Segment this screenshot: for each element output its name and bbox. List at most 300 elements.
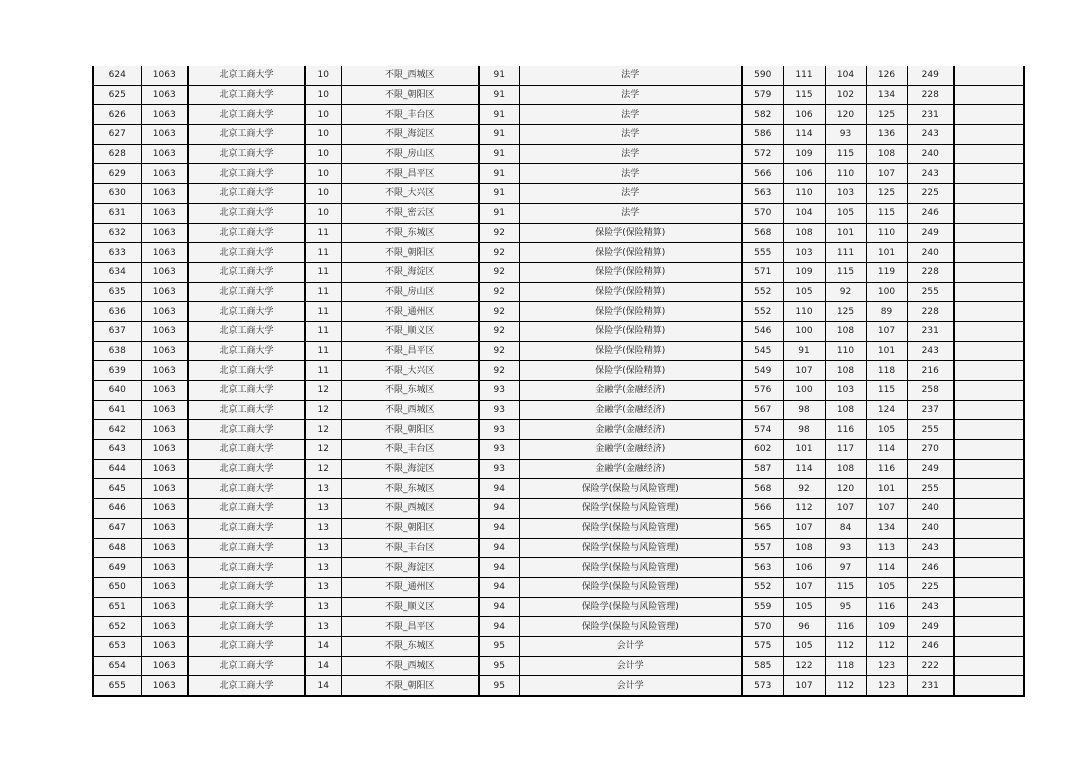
chinese-score-cell: 110: [783, 302, 825, 322]
group-code-cell: 12: [305, 440, 341, 460]
district-cell: 不限_朝阳区: [341, 85, 479, 105]
empty-cell: [954, 223, 1024, 243]
empty-cell: [954, 459, 1024, 479]
group-code-cell: 11: [305, 341, 341, 361]
school-code-cell: 1063: [141, 85, 188, 105]
table-row: [93, 499, 1024, 519]
major-code-cell: 92: [479, 262, 519, 282]
english-score-cell: 126: [866, 66, 907, 85]
chinese-score-cell: 98: [783, 400, 825, 420]
chinese-score-cell: 103: [783, 243, 825, 263]
table-row: [93, 125, 1024, 145]
school-name-cell: 北京工商大学: [188, 656, 305, 676]
school-name-cell: 北京工商大学: [188, 636, 305, 656]
table-row: [93, 302, 1024, 322]
row-index-cell: 642: [93, 420, 141, 440]
empty-cell: [954, 518, 1024, 538]
school-name-cell: 北京工商大学: [188, 262, 305, 282]
total-score-cell: 587: [742, 459, 783, 479]
major-code-cell: 91: [479, 184, 519, 204]
rank-cell: 249: [907, 66, 954, 85]
district-cell: 不限_大兴区: [341, 361, 479, 381]
major-name-cell: 法学: [519, 164, 742, 184]
table-row: [93, 518, 1024, 538]
chinese-score-cell: 108: [783, 223, 825, 243]
empty-cell: [954, 105, 1024, 125]
district-cell: 不限_昌平区: [341, 164, 479, 184]
district-cell: 不限_丰台区: [341, 440, 479, 460]
english-score-cell: 115: [866, 203, 907, 223]
school-code-cell: 1063: [141, 420, 188, 440]
group-code-cell: 11: [305, 282, 341, 302]
school-code-cell: 1063: [141, 479, 188, 499]
chinese-score-cell: 109: [783, 144, 825, 164]
total-score-cell: 571: [742, 262, 783, 282]
table-row: [93, 282, 1024, 302]
row-index-cell: 631: [93, 203, 141, 223]
math-score-cell: 112: [825, 676, 866, 696]
major-code-cell: 93: [479, 440, 519, 460]
school-code-cell: 1063: [141, 184, 188, 204]
rank-cell: 237: [907, 400, 954, 420]
major-code-cell: 94: [479, 597, 519, 617]
school-name-cell: 北京工商大学: [188, 321, 305, 341]
table-row: [93, 479, 1024, 499]
total-score-cell: 552: [742, 282, 783, 302]
rank-cell: 258: [907, 381, 954, 401]
major-name-cell: 金融学(金融经济): [519, 400, 742, 420]
english-score-cell: 101: [866, 243, 907, 263]
district-cell: 不限_西城区: [341, 499, 479, 519]
math-score-cell: 125: [825, 302, 866, 322]
major-name-cell: 保险学(保险精算): [519, 321, 742, 341]
chinese-score-cell: 105: [783, 597, 825, 617]
spreadsheet: [92, 66, 1023, 697]
empty-cell: [954, 636, 1024, 656]
row-index-cell: 650: [93, 577, 141, 597]
rank-cell: 255: [907, 282, 954, 302]
english-score-cell: 134: [866, 518, 907, 538]
total-score-cell: 567: [742, 400, 783, 420]
empty-cell: [954, 676, 1024, 696]
major-code-cell: 92: [479, 361, 519, 381]
math-score-cell: 103: [825, 381, 866, 401]
table-row: [93, 420, 1024, 440]
math-score-cell: 118: [825, 656, 866, 676]
major-name-cell: 保险学(保险精算): [519, 282, 742, 302]
table-row: [93, 361, 1024, 381]
major-name-cell: 保险学(保险与风险管理): [519, 617, 742, 637]
major-name-cell: 保险学(保险精算): [519, 341, 742, 361]
rank-cell: 255: [907, 420, 954, 440]
total-score-cell: 545: [742, 341, 783, 361]
row-index-cell: 636: [93, 302, 141, 322]
english-score-cell: 116: [866, 459, 907, 479]
total-score-cell: 573: [742, 676, 783, 696]
school-code-cell: 1063: [141, 302, 188, 322]
district-cell: 不限_海淀区: [341, 459, 479, 479]
major-name-cell: 法学: [519, 125, 742, 145]
major-name-cell: 会计学: [519, 676, 742, 696]
english-score-cell: 134: [866, 85, 907, 105]
admission-table: [92, 66, 1025, 697]
rank-cell: 222: [907, 656, 954, 676]
empty-cell: [954, 341, 1024, 361]
total-score-cell: 549: [742, 361, 783, 381]
group-code-cell: 14: [305, 656, 341, 676]
school-code-cell: 1063: [141, 499, 188, 519]
table-row: [93, 400, 1024, 420]
group-code-cell: 12: [305, 459, 341, 479]
english-score-cell: 118: [866, 361, 907, 381]
row-index-cell: 626: [93, 105, 141, 125]
district-cell: 不限_西城区: [341, 400, 479, 420]
empty-cell: [954, 125, 1024, 145]
major-name-cell: 保险学(保险精算): [519, 223, 742, 243]
total-score-cell: 557: [742, 538, 783, 558]
math-score-cell: 108: [825, 321, 866, 341]
school-code-cell: 1063: [141, 459, 188, 479]
rank-cell: 231: [907, 105, 954, 125]
total-score-cell: 590: [742, 66, 783, 85]
english-score-cell: 108: [866, 144, 907, 164]
district-cell: 不限_密云区: [341, 203, 479, 223]
total-score-cell: 552: [742, 577, 783, 597]
school-name-cell: 北京工商大学: [188, 302, 305, 322]
math-score-cell: 93: [825, 538, 866, 558]
rank-cell: 225: [907, 184, 954, 204]
rank-cell: 246: [907, 558, 954, 578]
major-code-cell: 91: [479, 164, 519, 184]
math-score-cell: 108: [825, 400, 866, 420]
rank-cell: 243: [907, 341, 954, 361]
empty-cell: [954, 400, 1024, 420]
table-row: [93, 105, 1024, 125]
group-code-cell: 12: [305, 400, 341, 420]
table-row: [93, 597, 1024, 617]
table-row: [93, 184, 1024, 204]
rank-cell: 231: [907, 321, 954, 341]
school-code-cell: 1063: [141, 144, 188, 164]
major-code-cell: 91: [479, 203, 519, 223]
row-index-cell: 644: [93, 459, 141, 479]
row-index-cell: 639: [93, 361, 141, 381]
math-score-cell: 110: [825, 341, 866, 361]
group-code-cell: 10: [305, 66, 341, 85]
school-code-cell: 1063: [141, 341, 188, 361]
major-code-cell: 94: [479, 479, 519, 499]
table-row: [93, 203, 1024, 223]
chinese-score-cell: 122: [783, 656, 825, 676]
math-score-cell: 103: [825, 184, 866, 204]
school-code-cell: 1063: [141, 262, 188, 282]
rank-cell: 231: [907, 676, 954, 696]
school-name-cell: 北京工商大学: [188, 538, 305, 558]
school-code-cell: 1063: [141, 538, 188, 558]
total-score-cell: 582: [742, 105, 783, 125]
math-score-cell: 110: [825, 164, 866, 184]
major-name-cell: 法学: [519, 184, 742, 204]
chinese-score-cell: 104: [783, 203, 825, 223]
empty-cell: [954, 262, 1024, 282]
school-name-cell: 北京工商大学: [188, 479, 305, 499]
group-code-cell: 11: [305, 223, 341, 243]
english-score-cell: 123: [866, 656, 907, 676]
english-score-cell: 114: [866, 558, 907, 578]
total-score-cell: 579: [742, 85, 783, 105]
school-code-cell: 1063: [141, 164, 188, 184]
school-name-cell: 北京工商大学: [188, 617, 305, 637]
group-code-cell: 10: [305, 125, 341, 145]
chinese-score-cell: 98: [783, 420, 825, 440]
table-row: [93, 164, 1024, 184]
english-score-cell: 125: [866, 184, 907, 204]
major-code-cell: 91: [479, 66, 519, 85]
school-code-cell: 1063: [141, 558, 188, 578]
major-code-cell: 95: [479, 656, 519, 676]
school-name-cell: 北京工商大学: [188, 518, 305, 538]
rank-cell: 249: [907, 223, 954, 243]
math-score-cell: 101: [825, 223, 866, 243]
major-name-cell: 金融学(金融经济): [519, 440, 742, 460]
school-name-cell: 北京工商大学: [188, 341, 305, 361]
chinese-score-cell: 107: [783, 518, 825, 538]
total-score-cell: 570: [742, 203, 783, 223]
empty-cell: [954, 577, 1024, 597]
math-score-cell: 115: [825, 577, 866, 597]
empty-cell: [954, 381, 1024, 401]
group-code-cell: 10: [305, 85, 341, 105]
district-cell: 不限_昌平区: [341, 617, 479, 637]
major-code-cell: 93: [479, 459, 519, 479]
rank-cell: 240: [907, 243, 954, 263]
row-index-cell: 655: [93, 676, 141, 696]
chinese-score-cell: 106: [783, 164, 825, 184]
group-code-cell: 14: [305, 636, 341, 656]
table-row: [93, 617, 1024, 637]
district-cell: 不限_通州区: [341, 577, 479, 597]
table-row: [93, 66, 1024, 85]
table-row: [93, 636, 1024, 656]
row-index-cell: 645: [93, 479, 141, 499]
total-score-cell: 602: [742, 440, 783, 460]
group-code-cell: 11: [305, 262, 341, 282]
district-cell: 不限_海淀区: [341, 558, 479, 578]
math-score-cell: 108: [825, 361, 866, 381]
empty-cell: [954, 499, 1024, 519]
chinese-score-cell: 105: [783, 636, 825, 656]
group-code-cell: 13: [305, 538, 341, 558]
major-name-cell: 保险学(保险与风险管理): [519, 479, 742, 499]
school-name-cell: 北京工商大学: [188, 243, 305, 263]
major-name-cell: 金融学(金融经济): [519, 420, 742, 440]
major-name-cell: 保险学(保险与风险管理): [519, 518, 742, 538]
major-name-cell: 保险学(保险与风险管理): [519, 499, 742, 519]
math-score-cell: 97: [825, 558, 866, 578]
english-score-cell: 109: [866, 617, 907, 637]
empty-cell: [954, 66, 1024, 85]
major-code-cell: 93: [479, 381, 519, 401]
row-index-cell: 646: [93, 499, 141, 519]
row-index-cell: 630: [93, 184, 141, 204]
school-code-cell: 1063: [141, 400, 188, 420]
row-index-cell: 648: [93, 538, 141, 558]
chinese-score-cell: 106: [783, 558, 825, 578]
empty-cell: [954, 538, 1024, 558]
total-score-cell: 575: [742, 636, 783, 656]
major-code-cell: 92: [479, 321, 519, 341]
district-cell: 不限_房山区: [341, 282, 479, 302]
major-name-cell: 会计学: [519, 656, 742, 676]
district-cell: 不限_丰台区: [341, 105, 479, 125]
school-name-cell: 北京工商大学: [188, 676, 305, 696]
major-name-cell: 法学: [519, 203, 742, 223]
empty-cell: [954, 597, 1024, 617]
table-row: [93, 144, 1024, 164]
row-index-cell: 637: [93, 321, 141, 341]
math-score-cell: 115: [825, 262, 866, 282]
chinese-score-cell: 107: [783, 676, 825, 696]
total-score-cell: 559: [742, 597, 783, 617]
math-score-cell: 112: [825, 636, 866, 656]
school-name-cell: 北京工商大学: [188, 577, 305, 597]
school-name-cell: 北京工商大学: [188, 400, 305, 420]
table-row: [93, 538, 1024, 558]
chinese-score-cell: 92: [783, 479, 825, 499]
group-code-cell: 10: [305, 203, 341, 223]
empty-cell: [954, 164, 1024, 184]
group-code-cell: 10: [305, 144, 341, 164]
math-score-cell: 105: [825, 203, 866, 223]
english-score-cell: 116: [866, 597, 907, 617]
major-code-cell: 95: [479, 676, 519, 696]
english-score-cell: 107: [866, 164, 907, 184]
rank-cell: 228: [907, 302, 954, 322]
school-code-cell: 1063: [141, 203, 188, 223]
school-code-cell: 1063: [141, 105, 188, 125]
row-index-cell: 653: [93, 636, 141, 656]
math-score-cell: 116: [825, 617, 866, 637]
school-name-cell: 北京工商大学: [188, 125, 305, 145]
english-score-cell: 115: [866, 381, 907, 401]
major-name-cell: 保险学(保险精算): [519, 243, 742, 263]
rank-cell: 225: [907, 577, 954, 597]
math-score-cell: 111: [825, 243, 866, 263]
group-code-cell: 10: [305, 164, 341, 184]
chinese-score-cell: 111: [783, 66, 825, 85]
math-score-cell: 108: [825, 459, 866, 479]
group-code-cell: 10: [305, 184, 341, 204]
major-name-cell: 法学: [519, 105, 742, 125]
school-code-cell: 1063: [141, 577, 188, 597]
table-row: [93, 558, 1024, 578]
chinese-score-cell: 100: [783, 381, 825, 401]
school-name-cell: 北京工商大学: [188, 381, 305, 401]
english-score-cell: 119: [866, 262, 907, 282]
row-index-cell: 628: [93, 144, 141, 164]
english-score-cell: 107: [866, 321, 907, 341]
english-score-cell: 125: [866, 105, 907, 125]
school-name-cell: 北京工商大学: [188, 420, 305, 440]
major-code-cell: 91: [479, 125, 519, 145]
table-row: [93, 341, 1024, 361]
chinese-score-cell: 105: [783, 282, 825, 302]
major-code-cell: 92: [479, 282, 519, 302]
major-name-cell: 会计学: [519, 636, 742, 656]
rank-cell: 255: [907, 479, 954, 499]
school-code-cell: 1063: [141, 518, 188, 538]
major-code-cell: 94: [479, 518, 519, 538]
total-score-cell: 565: [742, 518, 783, 538]
row-index-cell: 649: [93, 558, 141, 578]
group-code-cell: 10: [305, 105, 341, 125]
chinese-score-cell: 109: [783, 262, 825, 282]
district-cell: 不限_丰台区: [341, 538, 479, 558]
english-score-cell: 101: [866, 341, 907, 361]
rank-cell: 243: [907, 164, 954, 184]
school-code-cell: 1063: [141, 636, 188, 656]
total-score-cell: 555: [742, 243, 783, 263]
total-score-cell: 566: [742, 499, 783, 519]
school-name-cell: 北京工商大学: [188, 105, 305, 125]
school-code-cell: 1063: [141, 381, 188, 401]
major-name-cell: 金融学(金融经济): [519, 459, 742, 479]
major-code-cell: 94: [479, 538, 519, 558]
empty-cell: [954, 479, 1024, 499]
school-code-cell: 1063: [141, 243, 188, 263]
rank-cell: 246: [907, 203, 954, 223]
table-row: [93, 321, 1024, 341]
chinese-score-cell: 100: [783, 321, 825, 341]
row-index-cell: 632: [93, 223, 141, 243]
school-code-cell: 1063: [141, 676, 188, 696]
total-score-cell: 563: [742, 184, 783, 204]
school-name-cell: 北京工商大学: [188, 440, 305, 460]
total-score-cell: 586: [742, 125, 783, 145]
math-score-cell: 84: [825, 518, 866, 538]
chinese-score-cell: 114: [783, 125, 825, 145]
row-index-cell: 635: [93, 282, 141, 302]
total-score-cell: 585: [742, 656, 783, 676]
row-index-cell: 634: [93, 262, 141, 282]
empty-cell: [954, 282, 1024, 302]
district-cell: 不限_朝阳区: [341, 420, 479, 440]
math-score-cell: 95: [825, 597, 866, 617]
district-cell: 不限_东城区: [341, 479, 479, 499]
school-name-cell: 北京工商大学: [188, 223, 305, 243]
english-score-cell: 112: [866, 636, 907, 656]
major-name-cell: 保险学(保险与风险管理): [519, 558, 742, 578]
school-code-cell: 1063: [141, 656, 188, 676]
empty-cell: [954, 361, 1024, 381]
empty-cell: [954, 656, 1024, 676]
group-code-cell: 14: [305, 676, 341, 696]
math-score-cell: 120: [825, 479, 866, 499]
major-code-cell: 93: [479, 420, 519, 440]
group-code-cell: 11: [305, 321, 341, 341]
empty-cell: [954, 558, 1024, 578]
major-name-cell: 保险学(保险与风险管理): [519, 538, 742, 558]
table-row: [93, 577, 1024, 597]
chinese-score-cell: 106: [783, 105, 825, 125]
row-index-cell: 638: [93, 341, 141, 361]
total-score-cell: 552: [742, 302, 783, 322]
district-cell: 不限_大兴区: [341, 184, 479, 204]
school-code-cell: 1063: [141, 361, 188, 381]
school-code-cell: 1063: [141, 597, 188, 617]
row-index-cell: 643: [93, 440, 141, 460]
table-row: [93, 262, 1024, 282]
